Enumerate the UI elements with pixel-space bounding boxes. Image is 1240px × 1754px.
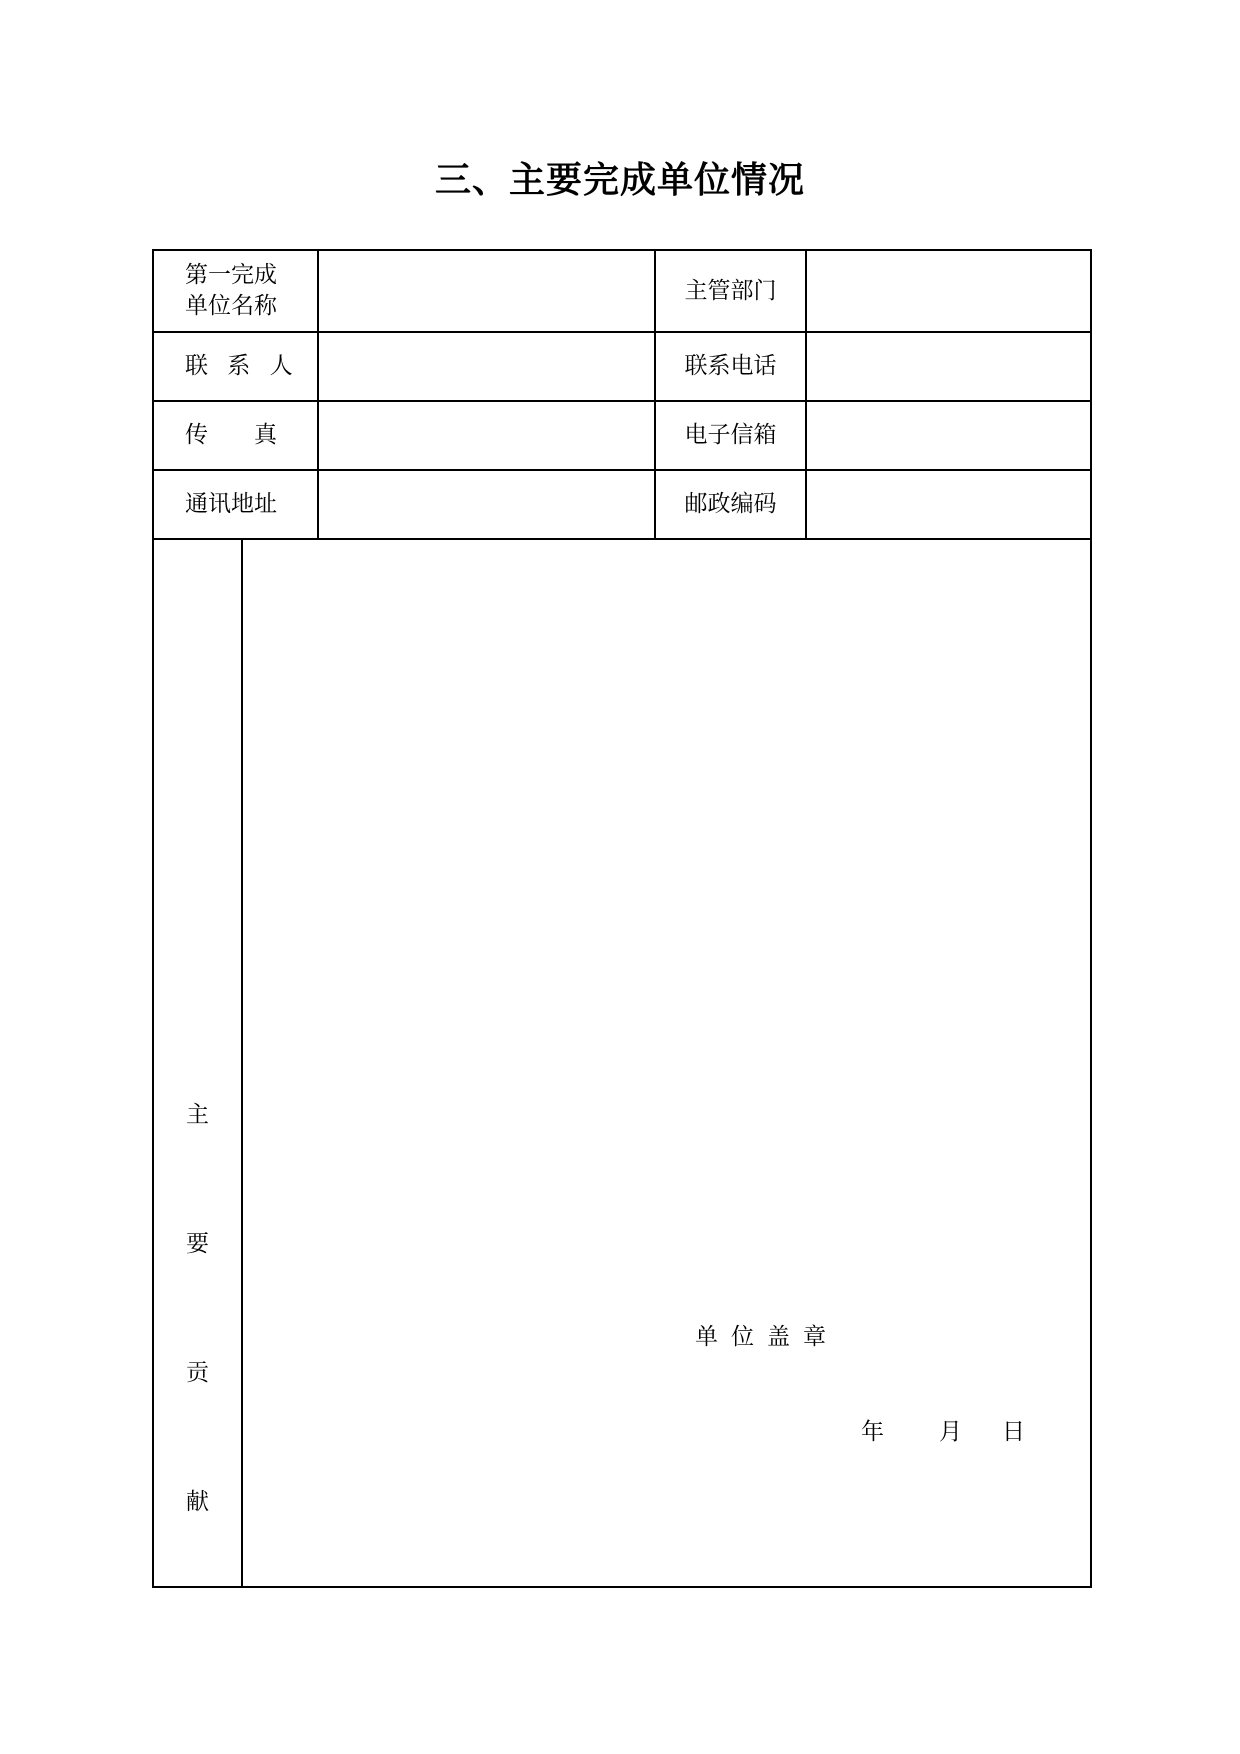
unit-stamp-label: 单位盖章 — [695, 1324, 839, 1350]
unit-info-form — [152, 249, 1092, 1588]
email-field[interactable] — [807, 402, 1090, 469]
competent-dept-label: 主管部门 — [684, 277, 777, 304]
address-field[interactable] — [319, 471, 654, 538]
postcode-label: 邮政编码 — [684, 491, 777, 517]
main-contribution-char: 主 — [186, 1102, 209, 1128]
unit-name-label — [154, 251, 317, 331]
main-contribution-field[interactable] — [243, 540, 1090, 1586]
competent-dept-field[interactable] — [807, 251, 1090, 331]
fax-label: 传 真 — [185, 422, 277, 448]
email-label: 电子信箱 — [684, 422, 777, 448]
main-contribution-label — [154, 540, 241, 1586]
address-label: 通讯地址 — [185, 491, 277, 517]
contact-person-field[interactable] — [319, 333, 654, 400]
contact-person-label: 联 系 人 — [185, 353, 299, 379]
contact-phone-label: 联系电话 — [684, 353, 777, 379]
main-contribution-char: 要 — [186, 1231, 209, 1257]
fax-field[interactable] — [319, 402, 654, 469]
date-year-label: 年 — [861, 1419, 884, 1445]
postcode-field[interactable] — [807, 471, 1090, 538]
date-month-label: 月 — [939, 1419, 962, 1445]
unit-name-label-line1: 第一完成 — [185, 262, 277, 288]
contact-phone-field[interactable] — [807, 333, 1090, 400]
unit-name-field[interactable] — [319, 251, 654, 331]
page-title: 三、主要完成单位情况 — [434, 159, 805, 201]
date-day-label: 日 — [1002, 1419, 1025, 1445]
main-contribution-char: 贡 — [186, 1360, 209, 1386]
main-contribution-char: 献 — [186, 1489, 209, 1515]
unit-name-label-line2: 单位名称 — [185, 293, 277, 319]
